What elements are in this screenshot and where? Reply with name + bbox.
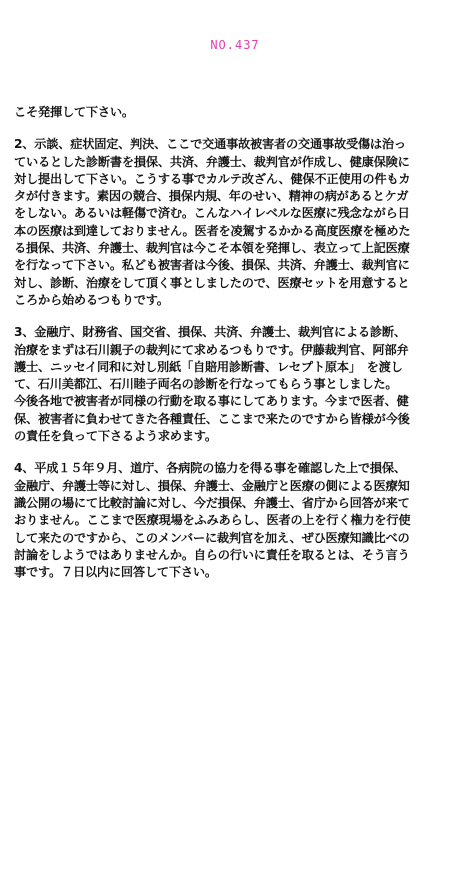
- text-line: 今後各地で被害者が同様の行動を取る事にしてあります。今まで医者、健: [14, 394, 409, 409]
- text-line: こそ発揮して下さい。: [14, 105, 134, 119]
- text-line: 治療をまずは石川親子の裁判にて求めるつもりです。伊藤裁判官、阿部弁: [14, 342, 409, 357]
- text-line: して来たのですから、このメンバーに裁判官を加え、ぜひ医療知識比べの: [14, 530, 410, 545]
- text-line: 討論をしようではありませんか。自らの行いに責任を取るとは、そう言う: [14, 547, 410, 562]
- paragraph-section-2: [14, 136, 460, 309]
- text-line: をしない。あるいは軽傷で済む。こんなハイレベルな医療に残念ながら日: [14, 206, 410, 221]
- text-line: る損保、共済、弁護士、裁判官は今こそ本領を発揮し、表立って上記医療: [14, 241, 410, 256]
- document-body: [14, 104, 460, 596]
- text-line: 事です。７日以内に回答して下さい。: [14, 565, 217, 580]
- text-line: 対し提出して下さい。こうする事でカルテ改ざん、健保不正使用の件もカ: [14, 171, 411, 186]
- text-line: 護士、ニッセイ同和に対し別紙「自賠用診断書、レセプト原本」 を渡し: [14, 359, 403, 374]
- text-line: 対し、診断、治療をして頂く事としましたので、医療セットを用意すると: [14, 275, 410, 290]
- text-line: 金融庁、弁護士等に対し、損保、弁護士、金融庁と医療の側による医療知: [14, 478, 410, 493]
- text-line: を行なって下さい。私ども被害者は今後、損保、共済、弁護士、裁判官に: [14, 258, 410, 273]
- paragraph-section-3: [14, 324, 460, 445]
- paragraph-intro: [14, 104, 460, 121]
- text-line: 2、示談、症状固定、判決、ここで交通事故被害者の交通事故受傷は治っ: [14, 137, 406, 152]
- paragraph-section-4: [14, 460, 460, 581]
- text-line: て、石川美都江、石川睦子両名の診断を行なってもらう事としました。: [14, 377, 398, 392]
- text-line: タが付きます。素因の競合、損保内規、年のせい、精神の病があるとケガ: [14, 189, 409, 204]
- text-line: 識公開の場にて比較討論に対し、今だ損保、弁護士、省庁から回答が来て: [14, 495, 410, 510]
- text-line: 本の医療は到達しておりません。医者を凌駕するかかる高度医療を極めた: [14, 223, 411, 238]
- page-number: NO.437: [210, 38, 260, 52]
- text-line: 保、被害者に負わせてきた各種責任、ここまで来たのですから皆様が今後: [14, 411, 410, 426]
- text-line: ているとした診断書を損保、共済、弁護士、裁判官が作成し、健康保険に: [14, 154, 410, 169]
- text-line: の責任を負って下さるよう求めます。: [14, 429, 217, 444]
- text-line: おりません。ここまで医療現場をふみあらし、医者の上を行く権力を行使: [14, 513, 411, 528]
- text-line: 3、金融庁、財務省、国交省、損保、共済、弁護士、裁判官による診断、: [14, 325, 406, 340]
- text-line: 4、平成１５年９月、道庁、各病院の協力を得る事を確認した上で損保、: [14, 461, 406, 476]
- text-line: ころから始めるつもりです。: [14, 292, 169, 307]
